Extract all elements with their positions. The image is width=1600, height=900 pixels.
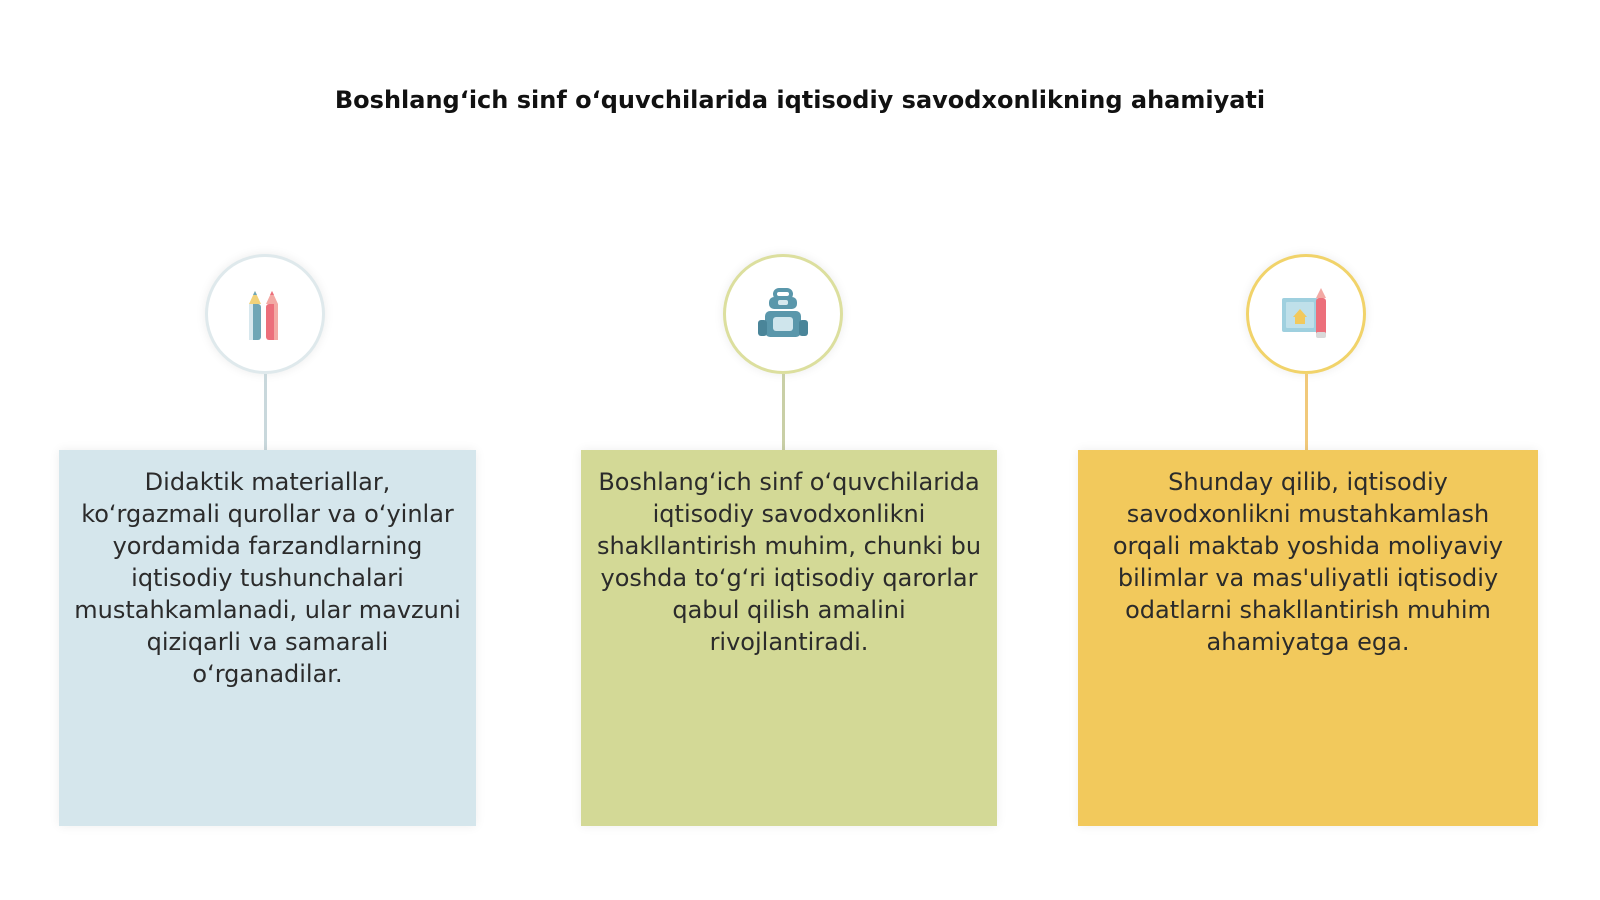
icon-circle-2 xyxy=(723,254,843,374)
backpack-icon xyxy=(753,284,813,344)
card-text-box-2: Boshlang‘ich sinf o‘quvchilarida iqtisodiy savodxonlikni shakllantirish muhim, chunki bu yoshda to‘g‘ri iqtisodiy qarorlar qabul qilish amalini rivojlantiradi. xyxy=(581,450,997,826)
icon-circle-1 xyxy=(205,254,325,374)
card-text-box-3: Shunday qilib, iqtisodiy savodxonlikni mustahkamlash orqali maktab yoshida moliyaviy bilimlar va mas'uliyatli iqtisodiy odatlarni shakllantirish muhim ahamiyatga ega. xyxy=(1078,450,1538,826)
pencils-icon xyxy=(235,284,295,344)
connector-line-3 xyxy=(1305,374,1308,450)
drawing-board-pencil-icon xyxy=(1276,284,1336,344)
card-text-box-1: Didaktik materiallar, ko‘rgazmali qurollar va o‘yinlar yordamida farzandlarning iqtisodiy tushunchalari mustahkamlanadi, ular mavzuni qiziqarli va samarali o‘rganadilar. xyxy=(59,450,476,826)
connector-line-2 xyxy=(782,374,785,450)
icon-circle-3 xyxy=(1246,254,1366,374)
connector-line-1 xyxy=(264,374,267,450)
page-title: Boshlang‘ich sinf o‘quvchilarida iqtisodiy savodxonlikning ahamiyati xyxy=(334,86,1266,114)
